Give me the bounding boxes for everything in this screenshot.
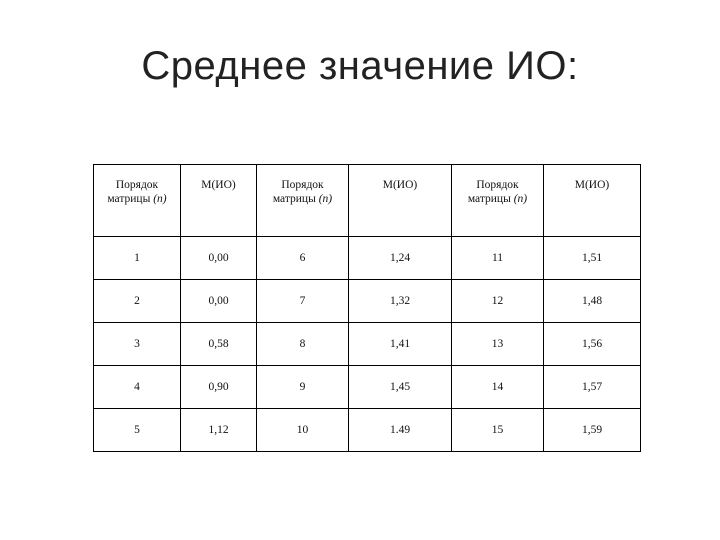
header-cell-mean-ci: М(ИО) <box>349 165 452 237</box>
table-cell: 0,00 <box>181 280 257 323</box>
table-cell: 1,56 <box>544 323 641 366</box>
table-cell: 11 <box>452 237 544 280</box>
table-cell: 4 <box>94 366 181 409</box>
table-cell: 1,57 <box>544 366 641 409</box>
header-cell-matrix-order: Порядок матрицы (n) <box>94 165 181 237</box>
table-cell: 8 <box>257 323 349 366</box>
table-cell: 1,48 <box>544 280 641 323</box>
table-row <box>94 323 641 366</box>
table-cell: 1,59 <box>544 409 641 452</box>
consistency-index-table <box>93 164 641 452</box>
table-row <box>94 280 641 323</box>
table-row <box>94 409 641 452</box>
table-cell: 1.49 <box>349 409 452 452</box>
table-cell: 0,00 <box>181 237 257 280</box>
table-cell: 1,51 <box>544 237 641 280</box>
table-cell: 2 <box>94 280 181 323</box>
table-cell: 1,12 <box>181 409 257 452</box>
table-row <box>94 237 641 280</box>
table-cell: 13 <box>452 323 544 366</box>
header-cell-matrix-order: Порядок матрицы (n) <box>257 165 349 237</box>
table-cell: 12 <box>452 280 544 323</box>
table-cell: 0,90 <box>181 366 257 409</box>
table-cell: 1,45 <box>349 366 452 409</box>
table-header-row <box>94 165 641 237</box>
table-cell: 3 <box>94 323 181 366</box>
table-cell: 1,24 <box>349 237 452 280</box>
table-cell: 10 <box>257 409 349 452</box>
header-cell-mean-ci: М(ИО) <box>544 165 641 237</box>
table-cell: 15 <box>452 409 544 452</box>
table-cell: 1 <box>94 237 181 280</box>
header-cell-mean-ci: М(ИО) <box>181 165 257 237</box>
table-cell: 0,58 <box>181 323 257 366</box>
table-row <box>94 366 641 409</box>
table-cell: 6 <box>257 237 349 280</box>
header-cell-matrix-order: Порядок матрицы (n) <box>452 165 544 237</box>
page-title: Среднее значение ИО: <box>141 44 579 88</box>
table-cell: 5 <box>94 409 181 452</box>
table-cell: 1,32 <box>349 280 452 323</box>
table-cell: 14 <box>452 366 544 409</box>
table-cell: 9 <box>257 366 349 409</box>
table-cell: 7 <box>257 280 349 323</box>
table-cell: 1,41 <box>349 323 452 366</box>
